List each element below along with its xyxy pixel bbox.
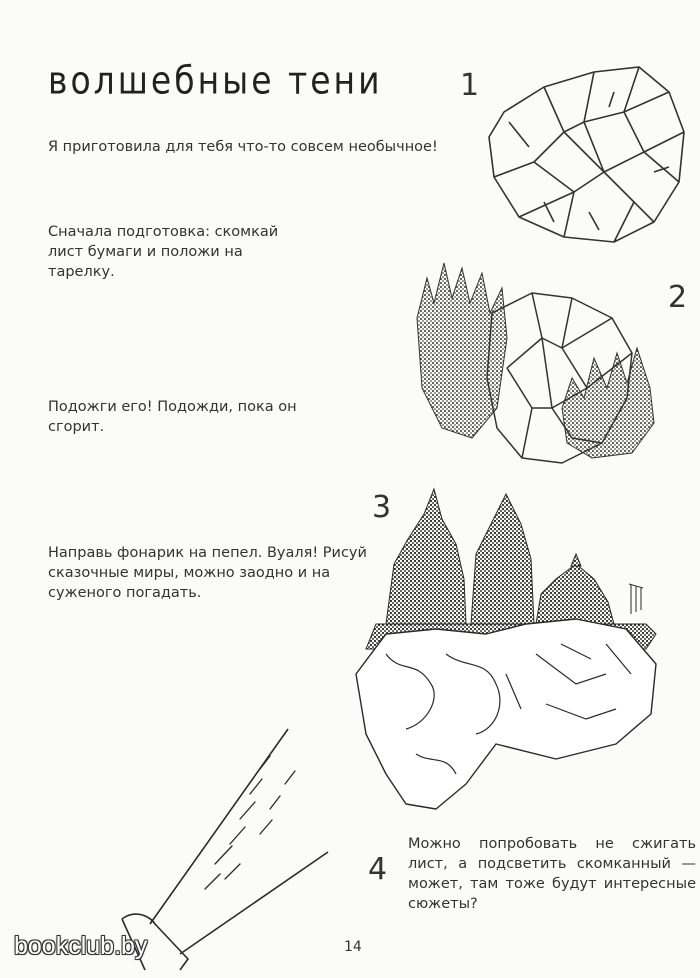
ash-castle-icon [346,484,664,816]
step-1-text: Сначала подготовка: скомкай лист бумаги и положи на тарелку. [48,224,279,280]
step-number-1: 1 [460,68,480,103]
crumpled-paper-icon [474,52,696,252]
step-number-2: 2 [668,280,688,315]
step-2-text: Подожги его! Подожди, пока он сгорит. [48,399,297,435]
step-4-text: Можно попробовать не сжигать лист, а подсветить скомканный — может, там тоже будут интересные сюжеты? [408,836,696,912]
watermark: bookclub.by [14,932,148,960]
intro-text: Я приготовила для тебя что-то совсем необычное! [48,139,438,155]
page-number: 14 [344,939,362,955]
step-number-4: 4 [368,852,388,887]
step-number-3: 3 [372,490,392,525]
step-3-text: Направь фонарик на пепел. Вуаля! Рисуй сказочные миры, можно заодно и на суженого погадать. [48,545,367,601]
burning-paper-icon [412,258,662,468]
page-title: волшебные тени [48,58,383,103]
